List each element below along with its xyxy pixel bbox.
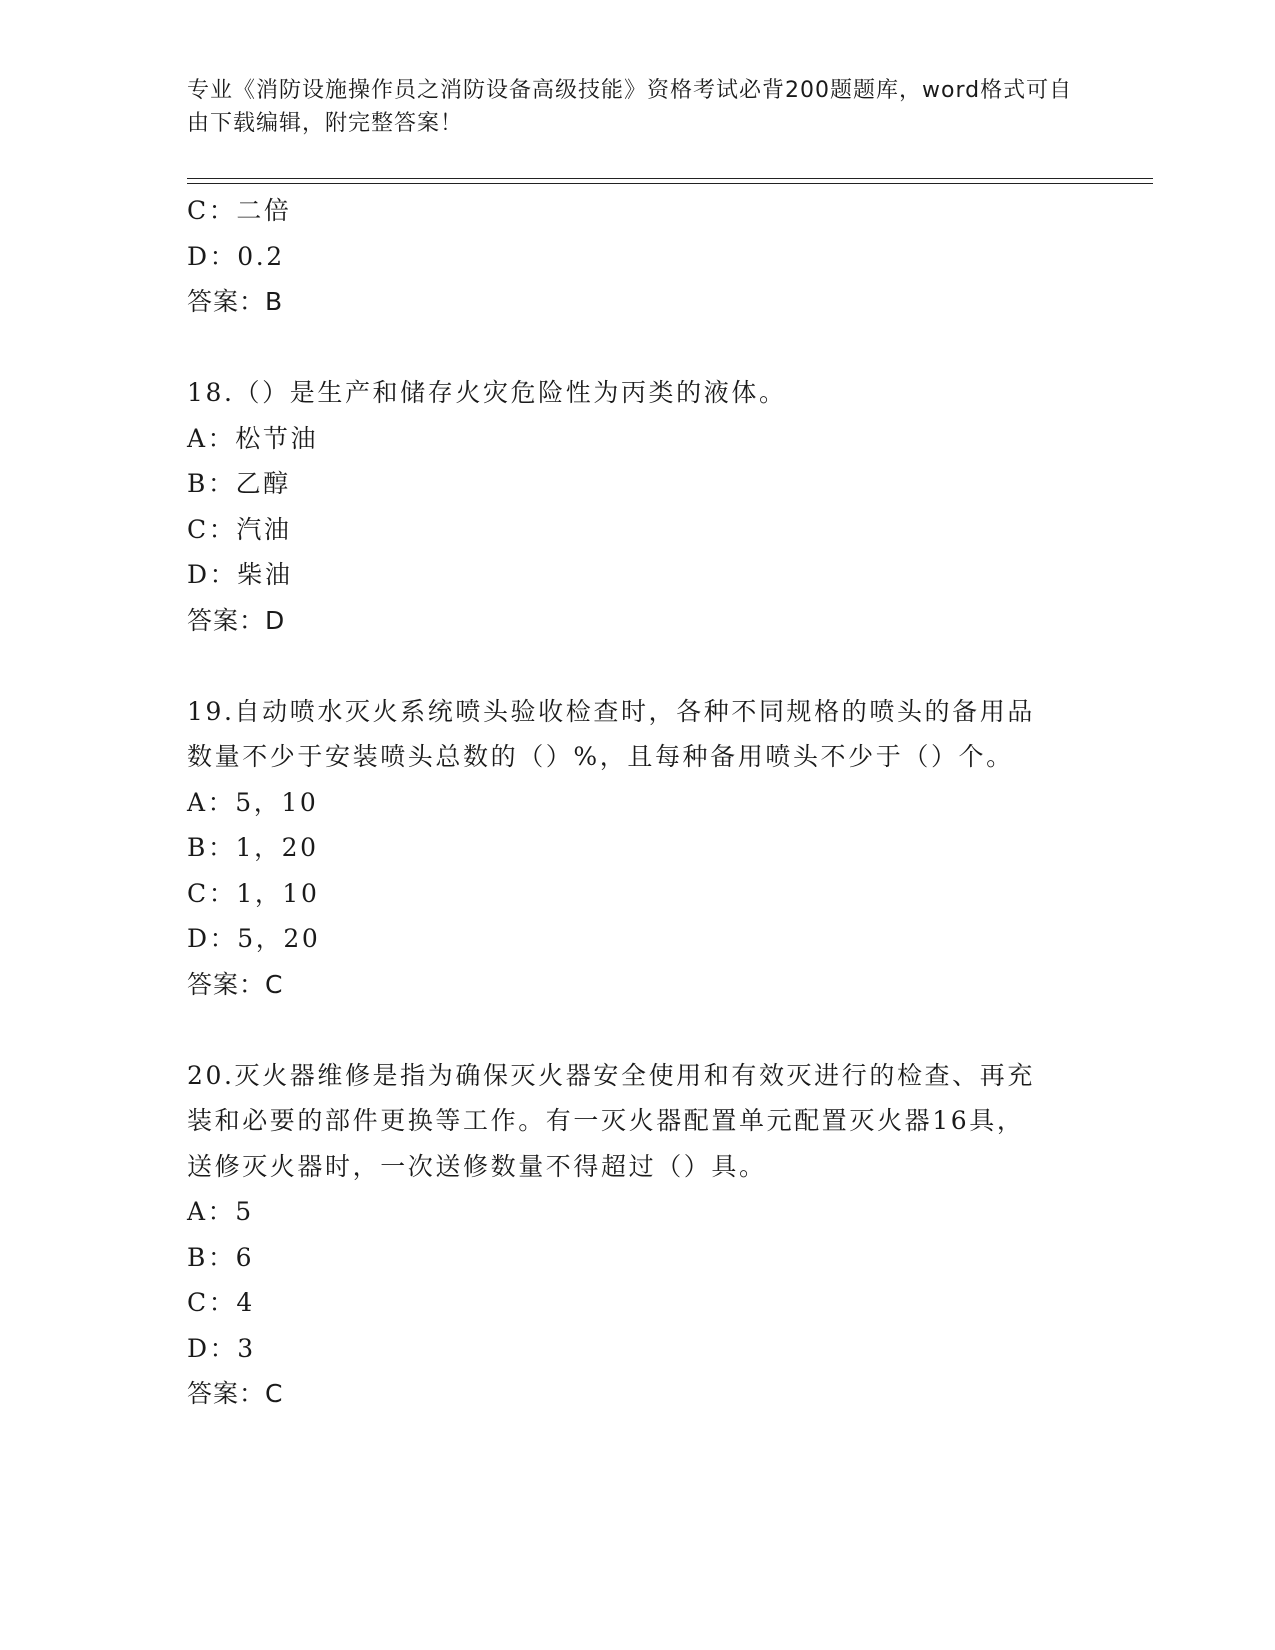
option-b: B：乙醇 — [187, 469, 291, 498]
option-a: A：5，10 — [187, 787, 319, 817]
option-b: B：1，20 — [187, 833, 319, 862]
question-stem-line-1: 19.自动喷水灭火系统喷头验收检查时，各种不同规格的喷头的备用品 — [187, 696, 1035, 726]
spacer — [187, 643, 1087, 689]
option-b: B：6 — [187, 1242, 255, 1272]
spacer — [187, 325, 1087, 371]
question-17-tail — [187, 188, 1087, 325]
question-stem-line-3: 送修灭火器时，一次送修数量不得超过（）具。 — [187, 1151, 767, 1181]
option-d: D：5，20 — [187, 924, 321, 953]
header-rule-bottom — [187, 183, 1153, 184]
question-19 — [187, 689, 1087, 1008]
option-a: A：松节油 — [187, 423, 319, 453]
question-stem-line-1: 20.灭火器维修是指为确保灭火器安全使用和有效灭进行的检查、再充 — [187, 1060, 1035, 1090]
answer-label: 答案：D — [187, 605, 286, 635]
option-d: D：0.2 — [187, 241, 285, 271]
spacer — [187, 1007, 1087, 1053]
option-c: C：1，10 — [187, 878, 320, 908]
question-list — [187, 188, 1087, 1417]
answer-label: 答案：C — [187, 1379, 284, 1408]
header-rule-top — [187, 178, 1153, 179]
document-header: 专业《消防设施操作员之消防设备高级技能》资格考试必背200题题库，word格式可自由下载编辑，附完整答案！ — [187, 78, 1073, 136]
question-stem-line-2: 数量不少于安装喷头总数的（）%，且每种备用喷头不少于（）个。 — [187, 742, 1014, 771]
option-c: C：4 — [187, 1288, 255, 1317]
answer-label: 答案：B — [187, 287, 284, 316]
option-d: D：3 — [187, 1333, 256, 1363]
option-d: D：柴油 — [187, 560, 293, 589]
option-c: C：二倍 — [187, 196, 292, 225]
option-c: C：汽油 — [187, 514, 292, 544]
question-stem: 18.（）是生产和储存火灾危险性为丙类的液体。 — [187, 378, 787, 407]
question-20 — [187, 1053, 1087, 1417]
question-stem-line-2: 装和必要的部件更换等工作。有一灭火器配置单元配置灭火器16具， — [187, 1106, 1025, 1135]
answer-label: 答案：C — [187, 969, 284, 999]
question-18 — [187, 370, 1087, 643]
option-a: A：5 — [187, 1197, 254, 1226]
